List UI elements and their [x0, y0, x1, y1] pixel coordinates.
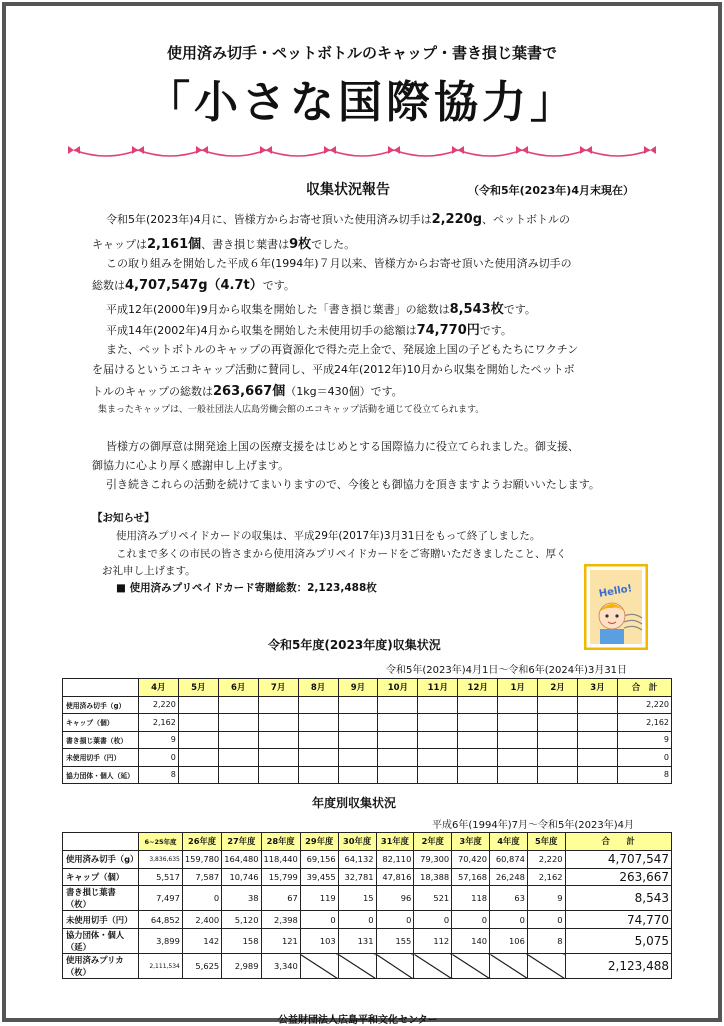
notice-line: 使用済みプリペイドカードの収集は、平成29年(2017年)3月31日をもって終了しました。: [116, 530, 541, 542]
table-cell: [378, 714, 418, 732]
text: です。: [503, 303, 536, 316]
text: キャップは: [92, 238, 147, 251]
table-header-row: [63, 833, 672, 851]
table-row: [63, 911, 672, 929]
total-cell: 4,707,547: [565, 850, 671, 868]
header-blank: [63, 833, 139, 851]
table-cell: 2,398: [261, 911, 300, 929]
table-cell: 112: [414, 929, 452, 954]
table-cell: 2,220: [138, 696, 178, 714]
table-cell: [578, 749, 618, 767]
monthly-table-title: 令和5年度(2023年度)収集状況: [268, 638, 441, 652]
notice-line: お礼申し上げます。: [102, 565, 196, 577]
table-row: [63, 766, 672, 784]
note-text: 集まったキャップは、一般社団法人広島労働会館のエコキャップ活動を通じて役立てられます。: [98, 405, 485, 415]
paragraph-line: [92, 380, 403, 399]
empty-slash-cell: [527, 954, 565, 979]
paragraph-line: [106, 255, 572, 271]
total-cell: 8: [617, 766, 671, 784]
row-label: 使用済み切手（g）: [63, 850, 139, 868]
table-row: [63, 954, 672, 979]
table-cell: 0: [182, 886, 221, 911]
table-cell: [258, 696, 298, 714]
header-cell: 27年度: [222, 833, 261, 851]
table-row: [63, 868, 672, 886]
table-cell: 64,852: [139, 911, 183, 929]
header-cell: 合 計: [617, 679, 671, 697]
table-cell: 70,420: [452, 850, 490, 868]
table-cell: [458, 714, 498, 732]
table-cell: [338, 749, 378, 767]
table-cell: [458, 696, 498, 714]
table-row: [63, 749, 672, 767]
header-cell: 4月: [138, 679, 178, 697]
header-cell: 26年度: [182, 833, 221, 851]
table-cell: [498, 766, 538, 784]
table-cell: [578, 696, 618, 714]
table-cell: 57,168: [452, 868, 490, 886]
table-row: [63, 714, 672, 732]
table-cell: [578, 766, 618, 784]
total-cell: 2,162: [617, 714, 671, 732]
table-cell: 3,836,635: [139, 850, 183, 868]
table-cell: 118: [452, 886, 490, 911]
paragraph-line: また、ペットボトルのキャップの再資源化で得た売上金で、発展途上国の子どもたちにワクチン: [106, 343, 579, 356]
paragraph-line: 皆様方の御厚意は開発途上国の医療支援をはじめとする国際協力に役立てられました。御支援、: [106, 440, 579, 453]
header-cell: 6月: [218, 679, 258, 697]
table-cell: [338, 766, 378, 784]
paragraph-line: 引き続きこれらの活動を続けてまいりますので、今後とも御協力を頂きますようお願いいたします。: [106, 478, 600, 491]
table-row: [63, 696, 672, 714]
monthly-table: [62, 678, 672, 784]
total-cell: 0: [617, 749, 671, 767]
table-cell: [258, 749, 298, 767]
table-cell: [258, 714, 298, 732]
table-cell: 26,248: [490, 868, 528, 886]
table-cell: 47,816: [376, 868, 414, 886]
table-cell: [218, 731, 258, 749]
table-cell: 2,220: [527, 850, 565, 868]
yearly-period: 平成6年(1994年)7月～令和5年(2023年)4月: [432, 820, 634, 831]
total-cell: 263,667: [565, 868, 671, 886]
row-label: 書き損じ葉書（枚）: [63, 886, 139, 911]
table-cell: [418, 766, 458, 784]
table-row: [63, 731, 672, 749]
table-cell: 106: [490, 929, 528, 954]
total-cell: 2,220: [617, 696, 671, 714]
table-cell: 67: [261, 886, 300, 911]
text: トルのキャップの総数は: [92, 385, 213, 398]
table-cell: [258, 766, 298, 784]
table-cell: [378, 749, 418, 767]
header-cell: 9月: [338, 679, 378, 697]
table-cell: [418, 696, 458, 714]
notice-line: これまで多くの市民の皆さまから使用済みプリペイドカードをご寄贈いただきましたこと、厚く: [116, 548, 567, 560]
yearly-table: [62, 832, 672, 979]
monthly-period: 令和5年(2023年)4月1日～令和6年(2024年)3月31日: [386, 665, 628, 676]
table-cell: [378, 696, 418, 714]
table-cell: 159,780: [182, 850, 221, 868]
table-cell: [338, 714, 378, 732]
paragraph-line: [92, 233, 355, 252]
row-label: キャップ（個）: [63, 868, 139, 886]
table-cell: 69,156: [300, 850, 338, 868]
table-cell: [538, 731, 578, 749]
total-cell: 2,123,488: [565, 954, 671, 979]
table-cell: 9: [138, 731, 178, 749]
table-cell: 15,799: [261, 868, 300, 886]
table-cell: [418, 731, 458, 749]
table-cell: [178, 696, 218, 714]
row-label: 書き損じ葉書（枚）: [63, 731, 139, 749]
table-cell: 103: [300, 929, 338, 954]
table-cell: [458, 731, 498, 749]
table-cell: 121: [261, 929, 300, 954]
text: でした。: [311, 238, 356, 251]
table-cell: 60,874: [490, 850, 528, 868]
table-cell: 5,517: [139, 868, 183, 886]
row-label: キャップ（個）: [63, 714, 139, 732]
table-cell: 140: [452, 929, 490, 954]
row-label: 未使用切手（円）: [63, 749, 139, 767]
text: です。: [479, 324, 512, 337]
report-title: 収集状況報告: [306, 182, 390, 198]
table-cell: [298, 731, 338, 749]
table-row: [63, 850, 672, 868]
postcard-count-value: 9枚: [289, 237, 312, 252]
footer-organization: 公益財団法人広島平和文化センター: [278, 1015, 438, 1026]
stamp-total-value: 4,707,547g（4.7t）: [125, 278, 263, 293]
table-cell: [178, 766, 218, 784]
table-cell: 7,587: [182, 868, 221, 886]
table-cell: 131: [338, 929, 376, 954]
table-cell: [298, 714, 338, 732]
text: 平成12年(2000年)9月から収集を開始した「書き損じ葉書」の総数は: [106, 303, 450, 316]
empty-slash-cell: [338, 954, 376, 979]
table-cell: 0: [414, 911, 452, 929]
row-label: 未使用切手（円）: [63, 911, 139, 929]
table-cell: 64,132: [338, 850, 376, 868]
text: 平成14年(2002年)4月から収集を開始した未使用切手の総額は: [106, 324, 417, 337]
table-cell: 3,340: [261, 954, 300, 979]
table-cell: 38: [222, 886, 261, 911]
header-cell: 合 計: [565, 833, 671, 851]
header-cell: 1月: [498, 679, 538, 697]
cap-total-value: 263,667個: [213, 384, 286, 399]
table-cell: 32,781: [338, 868, 376, 886]
table-cell: [498, 749, 538, 767]
table-cell: 3,899: [139, 929, 183, 954]
table-cell: [538, 714, 578, 732]
stamp-text: Hello!: [598, 583, 633, 600]
text: この取り組みを開始した平成６年(1994年)７月以来、皆様方からお寄せ頂いた使用済み切手の: [106, 257, 572, 270]
text: 総数は: [92, 279, 125, 292]
table-cell: 142: [182, 929, 221, 954]
table-cell: 79,300: [414, 850, 452, 868]
table-cell: 155: [376, 929, 414, 954]
prepaid-card-total: ■ 使用済みプリペイドカード寄贈総数：2,123,488枚: [116, 582, 377, 594]
table-cell: [458, 749, 498, 767]
header-cell: 30年度: [338, 833, 376, 851]
total-cell: 8,543: [565, 886, 671, 911]
header-cell: 4年度: [490, 833, 528, 851]
table-cell: [578, 731, 618, 749]
table-cell: [418, 714, 458, 732]
table-cell: 119: [300, 886, 338, 911]
header-cell: 11月: [418, 679, 458, 697]
table-cell: 63: [490, 886, 528, 911]
ribbon-decoration-icon: [66, 136, 666, 162]
table-cell: 2,400: [182, 911, 221, 929]
table-cell: 2,111,534: [139, 954, 183, 979]
postcard-total-value: 8,543枚: [449, 302, 504, 317]
table-cell: [378, 766, 418, 784]
header-cell: 3月: [578, 679, 618, 697]
table-cell: 164,480: [222, 850, 261, 868]
table-header-row: [63, 679, 672, 697]
header-cell: 6~25年度: [139, 833, 183, 851]
table-cell: [218, 714, 258, 732]
paragraph-line: を届けるというエコキャップ活動に賛同し、平成24年(2012年)10月から収集を開始したペットボ: [92, 363, 575, 376]
table-cell: 2,162: [138, 714, 178, 732]
table-cell: [218, 749, 258, 767]
notice-heading: 【お知らせ】: [92, 512, 155, 524]
total-cell: 5,075: [565, 929, 671, 954]
table-cell: [338, 696, 378, 714]
page-frame: [2, 2, 722, 1026]
table-cell: [378, 731, 418, 749]
table-cell: [178, 749, 218, 767]
page-subtitle: 使用済み切手・ペットボトルのキャップ・書き損じ葉書で: [166, 44, 557, 62]
header-cell: 5月: [178, 679, 218, 697]
table-cell: 0: [138, 749, 178, 767]
table-row: [63, 929, 672, 954]
table-cell: [298, 696, 338, 714]
empty-slash-cell: [414, 954, 452, 979]
yearly-table-title: 年度別収集状況: [312, 796, 397, 810]
table-cell: [218, 766, 258, 784]
table-cell: [178, 731, 218, 749]
cap-count-value: 2,161個: [147, 237, 202, 252]
table-cell: 9: [527, 886, 565, 911]
table-cell: 8: [527, 929, 565, 954]
paragraph-line: [106, 298, 536, 317]
table-cell: 0: [452, 911, 490, 929]
paragraph-line: [106, 211, 570, 227]
text: です。: [262, 279, 295, 292]
total-cell: 74,770: [565, 911, 671, 929]
empty-slash-cell: [490, 954, 528, 979]
header-cell: 8月: [298, 679, 338, 697]
row-label: 使用済み切手（g）: [63, 696, 139, 714]
table-cell: 2,989: [222, 954, 261, 979]
header-cell: 2月: [538, 679, 578, 697]
report-date: （令和5年(2023年)4月末現在）: [468, 184, 634, 197]
header-cell: 10月: [378, 679, 418, 697]
table-cell: 0: [376, 911, 414, 929]
table-cell: 0: [527, 911, 565, 929]
table-cell: 2,162: [527, 868, 565, 886]
header-cell: 29年度: [300, 833, 338, 851]
table-cell: 5,625: [182, 954, 221, 979]
table-cell: 5,120: [222, 911, 261, 929]
table-cell: [498, 714, 538, 732]
table-cell: 15: [338, 886, 376, 911]
header-cell: 2年度: [414, 833, 452, 851]
empty-slash-cell: [452, 954, 490, 979]
table-cell: 18,388: [414, 868, 452, 886]
table-row: [63, 886, 672, 911]
table-cell: [498, 696, 538, 714]
header-cell: 31年度: [376, 833, 414, 851]
table-cell: [258, 731, 298, 749]
row-label: 協力団体・個人（延）: [63, 766, 139, 784]
table-cell: 0: [338, 911, 376, 929]
table-cell: 96: [376, 886, 414, 911]
table-cell: [178, 714, 218, 732]
table-cell: [458, 766, 498, 784]
header-cell: 28年度: [261, 833, 300, 851]
table-cell: [498, 731, 538, 749]
header-cell: 12月: [458, 679, 498, 697]
table-cell: 7,497: [139, 886, 183, 911]
header-cell: 3年度: [452, 833, 490, 851]
text: 令和5年(2023年)4月に、皆様方からお寄せ頂いた使用済み切手は: [106, 213, 432, 226]
table-cell: [218, 696, 258, 714]
header-cell: 7月: [258, 679, 298, 697]
table-cell: 39,455: [300, 868, 338, 886]
empty-slash-cell: [376, 954, 414, 979]
header-cell: 5年度: [527, 833, 565, 851]
table-cell: 10,746: [222, 868, 261, 886]
text: 、書き損じ葉書は: [201, 238, 290, 251]
table-cell: [538, 766, 578, 784]
paragraph-line: [106, 319, 512, 338]
table-cell: [538, 696, 578, 714]
text: （1kg＝430個）です。: [285, 385, 403, 398]
table-cell: 158: [222, 929, 261, 954]
page-title: 「小さな国際協力」: [146, 77, 578, 128]
table-cell: 521: [414, 886, 452, 911]
table-cell: 8: [138, 766, 178, 784]
table-cell: [418, 749, 458, 767]
table-cell: 0: [300, 911, 338, 929]
table-cell: 0: [490, 911, 528, 929]
unused-stamp-total-value: 74,770円: [416, 323, 480, 338]
text: 、ペットボトルの: [482, 213, 571, 226]
table-cell: [298, 766, 338, 784]
table-cell: [338, 731, 378, 749]
paragraph-line: [92, 274, 295, 293]
header-blank: [63, 679, 139, 697]
stamp-weight-value: 2,220g: [431, 212, 483, 227]
empty-slash-cell: [300, 954, 338, 979]
table-cell: [538, 749, 578, 767]
table-cell: [298, 749, 338, 767]
total-cell: 9: [617, 731, 671, 749]
row-label: 使用済みプリカ（枚）: [63, 954, 139, 979]
paragraph-line: 御協力に心より厚く感謝申し上げます。: [92, 459, 290, 472]
table-cell: 118,440: [261, 850, 300, 868]
table-cell: [578, 714, 618, 732]
row-label: 協力団体・個人（延）: [63, 929, 139, 954]
hello-stamp-icon: [584, 564, 648, 650]
table-cell: 82,110: [376, 850, 414, 868]
